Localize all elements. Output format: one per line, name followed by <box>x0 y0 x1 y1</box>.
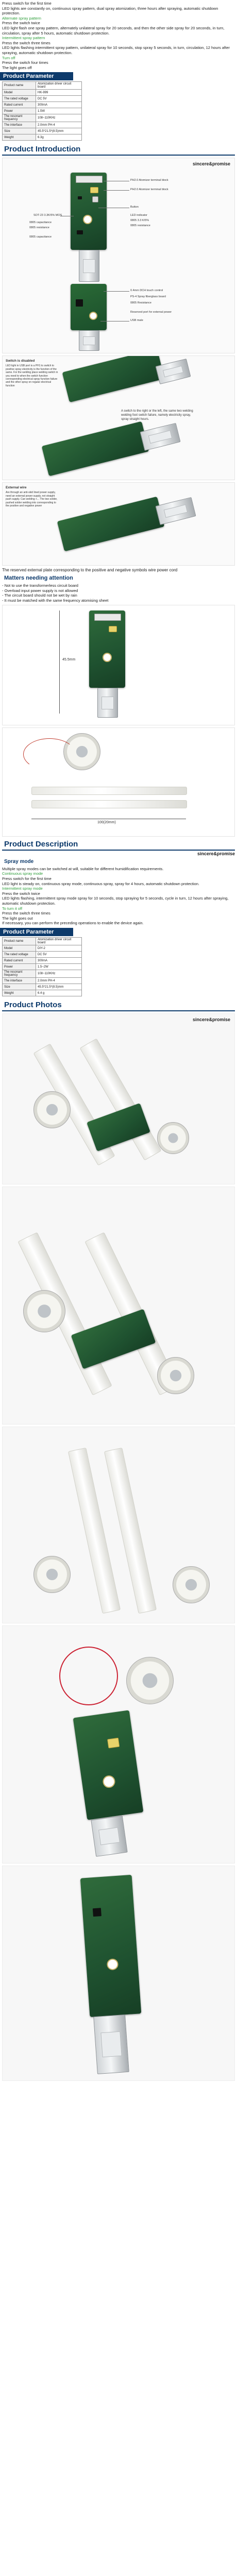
param-row <box>3 958 82 964</box>
text-line: Press the switch three times <box>2 40 50 45</box>
mounting-hole <box>103 653 112 662</box>
atomizer-disc <box>157 1357 194 1394</box>
matters-item: - It must be matched with the same frequency atomising sheet <box>2 598 109 603</box>
param-value: 2.0mm PH-4 <box>36 978 82 984</box>
param-value: Atomization driver circuit board <box>36 938 82 945</box>
usb-connector <box>156 359 191 384</box>
pcb-angled-bottom <box>42 421 149 477</box>
text-line: Multiple spray modes can be switched at will, suitable for different humidification requirements. <box>2 866 164 871</box>
external-wire-label: External wire <box>6 486 27 490</box>
product-introduction-title: Product Introduction <box>2 144 235 156</box>
matters-item: - Overload input power supply is not allowed <box>2 588 78 593</box>
param-row <box>3 122 82 128</box>
usb-connector <box>140 423 180 451</box>
text-line: LED lights flashing intermittent spray pattern, unilateral spray for 10 seconds, stop spray 5 seconds, in turn, circulation, 12 hours after spraying, automatic shutdown protection. <box>2 45 230 55</box>
param-value: 300mA <box>36 102 82 108</box>
atomizer-disc <box>126 1657 174 1704</box>
param-row <box>3 96 82 102</box>
param-value: 45.5*21.5*(8.5)mm <box>36 128 82 134</box>
param-key: Rated current <box>3 958 36 964</box>
param-row <box>3 990 82 996</box>
param-key: Model <box>3 90 36 96</box>
param-value: DC 5V <box>36 952 82 958</box>
param-row <box>3 964 82 970</box>
param-row <box>3 970 82 978</box>
switch-right-text: A switch to the right or the left, the same two welding welding foot switch failure, namely electricity spray, spray straight hours. <box>121 410 193 421</box>
text-line: If necessary, you can perform the preceding operations to enable the device again. <box>2 921 144 926</box>
intro-text <box>0 0 237 70</box>
matters-item: - The circuit board should not be wet by rain <box>2 593 77 598</box>
atomizer-wire <box>59 1647 118 1705</box>
usb-connector <box>155 497 196 525</box>
product-photo-2 <box>2 1187 235 1425</box>
mounting-hole <box>102 1775 116 1789</box>
brand-logo: sincere&promise <box>192 161 230 167</box>
label-0805-33k: 0805 3.3 K/5% <box>130 219 149 223</box>
capacitor <box>109 626 117 632</box>
label-usb: USB male <box>130 319 143 323</box>
label-terminal-1: PH2.0 Atomizer terminal block <box>130 179 168 182</box>
pcb-angled <box>57 497 165 552</box>
text-line: Intermittent spray mode <box>2 886 43 891</box>
param-value: 45.5*21.5*(8.5)mm <box>36 984 82 990</box>
atomizer-diagram <box>2 727 235 837</box>
param-key: Size <box>3 984 36 990</box>
param-row <box>3 984 82 990</box>
param-row <box>3 102 82 108</box>
brand-logo: sincere&promise <box>197 851 235 857</box>
matters-item: - Not to use the transformerless circuit board <box>2 583 78 588</box>
connector-block <box>94 614 121 621</box>
param-row <box>3 90 82 96</box>
product-photo-4 <box>2 1625 235 1863</box>
label-ps4: PS-4 Spray fiberglass board <box>130 295 166 299</box>
param-row <box>3 938 82 945</box>
product-description-title: Product Description <box>2 839 235 851</box>
param-key: Power <box>3 964 36 970</box>
ic-chip <box>76 299 83 307</box>
param-row <box>3 952 82 958</box>
text-line: Press switch for the first time <box>2 1 52 6</box>
label-touch: 0.4mm DCH touch control <box>130 289 163 293</box>
connector-block <box>76 176 103 183</box>
pcb-photo <box>73 1710 144 1820</box>
text-line: Press switch for the first time <box>2 876 52 882</box>
text-line: To turn it off <box>2 906 23 911</box>
param1-header: Product Parameter <box>0 72 73 80</box>
mounting-hole <box>107 1958 118 1970</box>
param-key: Power <box>3 108 36 114</box>
desc-text <box>0 867 237 926</box>
matters-list <box>0 583 237 603</box>
matters-title: Matters needing attention <box>4 574 73 581</box>
param-key: The rated voltage <box>3 96 36 102</box>
param-value: Atomization driver circuit board <box>36 82 82 90</box>
label-res-l: 0805 resistance <box>29 226 49 230</box>
param-key: The interface <box>3 122 36 128</box>
param-key: Product name <box>3 82 36 90</box>
text-line: Press the switch four times <box>2 60 48 65</box>
pcb-photo <box>80 1875 142 2017</box>
text-line: Turn off <box>2 55 15 60</box>
switch-disabled-label: Switch is disabled <box>6 359 35 363</box>
param-value: 2.0mm PH-4 <box>36 122 82 128</box>
param-row <box>3 945 82 952</box>
param-key: Size <box>3 128 36 134</box>
button-switch <box>92 196 98 202</box>
intro-diagram <box>2 158 235 353</box>
text-line: The light goes out <box>2 916 33 921</box>
leader-line <box>104 291 129 292</box>
param-value: 6.4 g <box>36 990 82 996</box>
param-row <box>3 128 82 134</box>
param-key: Rated current <box>3 102 36 108</box>
atomizer-disc <box>33 1556 71 1593</box>
text-line: The light goes off <box>2 65 32 70</box>
label-cap-1: 0805 capacitance <box>29 221 52 225</box>
width-dimension: 100(20mm) <box>97 821 116 825</box>
switch-diagram <box>2 355 235 480</box>
brand-logo: sincere&promise <box>192 1017 230 1022</box>
label-terminal-2: PH2.0 Atomizer terminal block <box>130 188 168 192</box>
pcb-top-view <box>71 173 107 250</box>
param-value: DC 5V <box>36 96 82 102</box>
label-button: Button <box>130 206 139 209</box>
switch-disabled-text: LED light in USB port is a PH1 to switch to positive spray electricity is the function of the same. For the welding place welding switch in you need to when the switch function corresponding electrical spray function failure and the other spray on regular electrical function <box>6 364 58 387</box>
param-row <box>3 82 82 90</box>
capacitor <box>90 187 98 193</box>
external-wire-text: Are through an anti-skid lined power supply, need an external power supply, not straight push supply. Can welding +... The two solder, pushed solder welding into corresponding to the positive and negative power <box>6 491 58 507</box>
external-caption: The reserved external plate corresponding to the positive and negative symbols wire power cord <box>2 568 178 573</box>
text-line: Press the switch twice <box>2 21 40 26</box>
label-cap-2: 0805 capacitance <box>29 235 52 239</box>
param-row <box>3 114 82 122</box>
text-line: Intermittent spray pattern <box>2 36 45 41</box>
atomizer-disc <box>173 1566 210 1603</box>
param-value: 6.3g <box>36 134 82 141</box>
usb-connector <box>79 330 99 351</box>
param2-header: Product Parameter <box>0 928 73 936</box>
param-key: Model <box>3 945 36 952</box>
param-value: 1.5~2W <box>36 964 82 970</box>
usb-connector <box>93 2014 129 2074</box>
param1-table <box>2 81 82 141</box>
height-dimension-line <box>59 611 60 714</box>
text-line: Alternate spray pattern <box>2 15 41 21</box>
text-line: LED lights are constantly on, continuous spray pattern, dual spray atomization, three hours after spraying, automatic shutdown protection. <box>2 6 218 16</box>
param-row <box>3 134 82 141</box>
param-key: The interface <box>3 978 36 984</box>
param-value: 1.5W <box>36 108 82 114</box>
atomizer-disc <box>33 1091 71 1128</box>
pcb-angled-top <box>62 355 165 402</box>
atomizer-wire <box>23 738 76 770</box>
param-value: HK-999 <box>36 90 82 96</box>
label-mos: SOT-23 3.3K/5% MOS <box>33 214 62 217</box>
text-line: LED light flash one spray pattern, alternately unilateral spray for 20 seconds, and then the other side spray for 20 seconds, in turn, circulation, spray after 5 hours, automatic shutdown protection. <box>2 25 225 36</box>
pcb-front <box>89 611 125 688</box>
product-photo-1 <box>2 1013 235 1184</box>
leader-line <box>104 190 129 191</box>
mounting-hole <box>83 215 92 224</box>
param-value: 108~110KHz <box>36 970 82 978</box>
param2-table <box>2 937 82 996</box>
atomizer-disc <box>157 1122 189 1154</box>
dimension-diagram <box>2 605 235 725</box>
param-value: DIY-2 <box>36 945 82 952</box>
param-key: Weight <box>3 990 36 996</box>
usb-connector <box>97 688 118 718</box>
pcb-bottom-view <box>71 284 107 330</box>
usb-connector <box>91 1816 127 1857</box>
text-line: LED light is steady on, continuous spray mode, continuous spray, spray for 4 hours, automatic shutdown protection. <box>2 881 199 886</box>
usb-connector <box>79 250 99 282</box>
param-key: The resonant frequency <box>3 114 36 122</box>
label-reserved: Reserved port for external power <box>130 311 172 314</box>
text-line: LED lights flashing, intermittent spray mode spray for 10 seconds, stop spraying for 5 seconds, cycle in turn, 12 hours after spraying, automatic shutdown protection. <box>2 896 229 906</box>
product-photos-title: Product Photos <box>2 999 235 1011</box>
param-key: The resonant frequency <box>3 970 36 978</box>
capacitor <box>107 1738 120 1749</box>
param-value: 300mA <box>36 958 82 964</box>
external-wire-diagram <box>2 482 235 566</box>
cotton-stick-2 <box>31 800 187 808</box>
param-key: The rated voltage <box>3 952 36 958</box>
param-row <box>3 108 82 114</box>
param-value: 108~110KHz <box>36 114 82 122</box>
label-led: LED indicator <box>130 214 148 217</box>
spray-mode-header: Spray mode <box>4 858 34 865</box>
product-photo-3 <box>2 1427 235 1623</box>
mos-chip <box>78 196 82 199</box>
cotton-stick-1 <box>31 787 187 795</box>
product-photo-5 <box>2 1866 235 2081</box>
param-row <box>3 978 82 984</box>
ic-chip <box>93 1908 101 1917</box>
param-key: Product name <box>3 938 36 945</box>
param-key: Weight <box>3 134 36 141</box>
text-line: Press the switch twice <box>2 891 40 896</box>
height-dimension: 45.5mm <box>62 658 76 662</box>
mounting-hole <box>89 312 97 320</box>
label-0805-res-r: 0805 resistance <box>130 224 150 228</box>
label-res-lower: 0805 Resistance <box>130 301 151 305</box>
atomizer-disc <box>23 1290 65 1332</box>
text-line: Continuous spray mode <box>2 871 43 876</box>
ic-chip <box>77 230 83 234</box>
text-line: Press the switch three times <box>2 911 50 916</box>
